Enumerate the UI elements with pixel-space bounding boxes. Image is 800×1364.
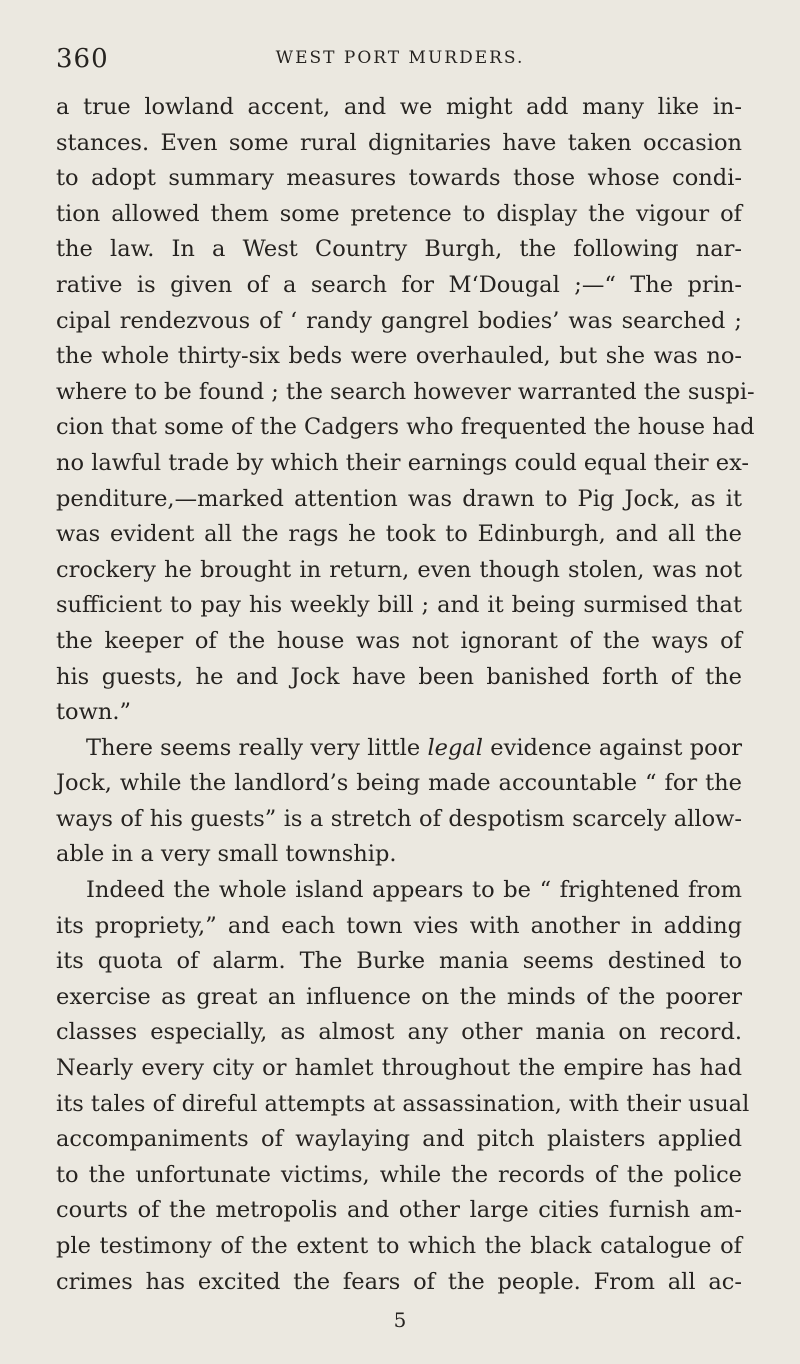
text-line: cion that some of the Cadgers who frequented the house had — [56, 414, 755, 441]
text-line: courts of the metropolis and other large cities furnish am- — [56, 1197, 742, 1224]
text-line: classes especially, as almost any other mania on record. — [56, 1019, 742, 1046]
text-line: stances. Even some rural dignitaries have taken occasion — [56, 129, 742, 156]
text-line: Nearly every city or hamlet throughout the empire has had — [56, 1055, 742, 1082]
text-line: its propriety,” and each town vies with another in adding — [56, 912, 742, 939]
text-line: was evident all the rags he took to Edinburgh, and all the — [56, 521, 742, 548]
text-line: Jock, while the landlord’s being made accountable “ for the — [56, 770, 742, 797]
running-title: WEST PORT MURDERS. — [275, 48, 525, 68]
text-line: his guests, he and Jock have been banished forth of the — [56, 663, 742, 690]
text-line: able in a very small township. — [56, 841, 397, 868]
text-line: Indeed the whole island appears to be “ frightened from — [86, 877, 742, 904]
text-line: cipal rendezvous of ‘ randy gangrel bodies’ was searched ; — [56, 307, 742, 334]
text-line: penditure,—marked attention was drawn to Pig Jock, as it — [56, 485, 742, 512]
text-line: There seems really very little legal evidence against poor — [86, 734, 742, 761]
text-line: ways of his guests” is a stretch of despotism scarcely allow- — [56, 805, 742, 832]
text-line: the law. In a West Country Burgh, the following nar- — [56, 236, 742, 263]
text-line: the whole thirty-six beds were overhauled, but she was no- — [56, 343, 742, 370]
text-line: tion allowed them some pretence to display the vigour of — [56, 200, 742, 227]
text-line: its tales of direful attempts at assassination, with their usual — [56, 1090, 750, 1117]
text-line: to adopt summary measures towards those whose condi- — [56, 165, 742, 192]
text-line: town.” — [56, 699, 131, 726]
body-text — [56, 90, 755, 1300]
text-line: where to be found ; the search however warranted the suspi- — [56, 378, 755, 405]
emphasis: legal — [427, 734, 483, 761]
text-line: a true lowland accent, and we might add many like in- — [56, 94, 742, 120]
text-line: sufficient to pay his weekly bill ; and it being surmised that — [56, 592, 742, 619]
page-number: 360 — [56, 44, 109, 74]
text-line: rative is given of a search for M‘Dougal ;—“ The prin- — [56, 271, 742, 298]
text-line: accompaniments of waylaying and pitch plaisters applied — [56, 1126, 742, 1153]
text-line: its quota of alarm. The Burke mania seems destined to — [56, 948, 742, 975]
text-line: ple testimony of the extent to which the black catalogue of — [56, 1233, 742, 1259]
text-line: exercise as great an influence on the minds of the poorer — [56, 983, 742, 1010]
signature-mark: 5 — [393, 1308, 407, 1332]
text-line: the keeper of the house was not ignorant of the ways of — [56, 627, 742, 654]
text-line: no lawful trade by which their earnings could equal their ex- — [56, 449, 750, 476]
text-line: to the unfortunate victims, while the records of the police — [56, 1161, 742, 1188]
text-line: crockery he brought in return, even though stolen, was not — [56, 556, 742, 583]
text-line: crimes has excited the fears of the people. From all ac- — [56, 1268, 742, 1295]
